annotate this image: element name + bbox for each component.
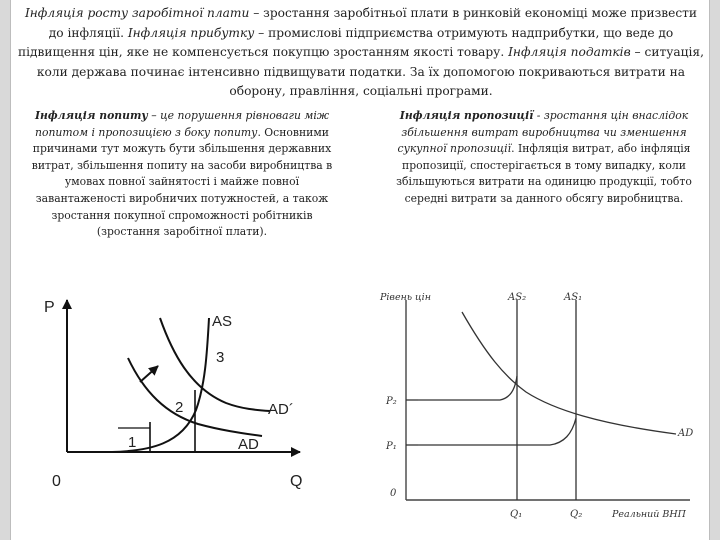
profit-inflation-text: – промислові підприємства отримують надприбутки, що веде до підвищення цін, яке не компенсується покупцю зростанням якості товару. [18, 25, 674, 59]
left-shift-arrow [140, 366, 158, 382]
right-q2-label: Q₂ [570, 509, 583, 520]
demand-inflation-term: Інфляція попиту [34, 109, 148, 122]
right-as2-curve [418, 376, 517, 400]
left-ad-label: AD [238, 436, 259, 453]
demand-inflation-diagram [44, 299, 302, 490]
right-origin-label: 0 [390, 488, 397, 499]
right-q1-label: Q₁ [510, 509, 523, 520]
left-as-label: AS [212, 313, 233, 330]
right-p2-label: P₂ [386, 396, 397, 407]
profit-inflation-term: Інфляція прибутку [127, 25, 255, 40]
right-p1-label: P₁ [386, 441, 397, 452]
supply-inflation-diagram [379, 292, 693, 520]
right-as1-curve [418, 418, 576, 445]
left-x-axis-label: Q [290, 473, 303, 490]
right-as2-label: AS₂ [508, 292, 527, 303]
left-ad1-curve [160, 318, 270, 411]
left-origin-label: 0 [52, 473, 61, 490]
demand-inflation-text: . Основними причинами тут можуть бути збільшення державних витрат, збільшення попиту на засоби виробництва в умовах повної зайнятості і майже повної завантаженості виробничих потужностей, а також зростання покупної спроможності робітників (зростання заробітної плати). [31, 125, 333, 239]
supply-inflation-term: Інфляція пропозиції [399, 109, 534, 122]
right-as1-label: AS₁ [564, 292, 583, 303]
wage-inflation-text: – зростання заробітньої плати в ринковій економіці може призвести до інфляції. [48, 6, 698, 40]
right-x-axis-label: Реальний ВНП [612, 509, 686, 520]
right-ad-label: AD [678, 428, 694, 439]
left-zone-2-label: 2 [175, 399, 184, 416]
left-zone-1-label: 1 [128, 434, 137, 451]
supply-inflation-definition: - зростання цін внаслідок збільшення витрат виробництва чи зменшення сукупної пропозиції [397, 109, 689, 156]
left-ad1-label: AD´ [268, 401, 294, 418]
right-ad-curve [462, 312, 676, 434]
tax-inflation-term: Інфляція податків [508, 45, 631, 59]
left-y-axis-label: P [44, 299, 55, 316]
supply-inflation-text: . Інфляція витрат, або інфляція пропозиції, спостерігається в тому випадку, коли збільшуються витрати на одиницю продукції, тобто середні витрати за данного обсягу виробництва. [396, 142, 692, 205]
left-zone-3-label: 3 [216, 349, 225, 366]
right-y-axis-label: Рівень цін [380, 292, 431, 303]
tax-inflation-text: – ситуація, коли держава починає інтенсивно підвищувати податки. За їх допомогою покриваються витрати на оборону, правління, соціальні програми. [36, 45, 704, 98]
demand-inflation-definition: – це порушення рівноваги між попитом і пропозицією з боку попиту [35, 109, 330, 139]
wage-inflation-term: Інфляція росту заробітної плати [24, 6, 250, 20]
